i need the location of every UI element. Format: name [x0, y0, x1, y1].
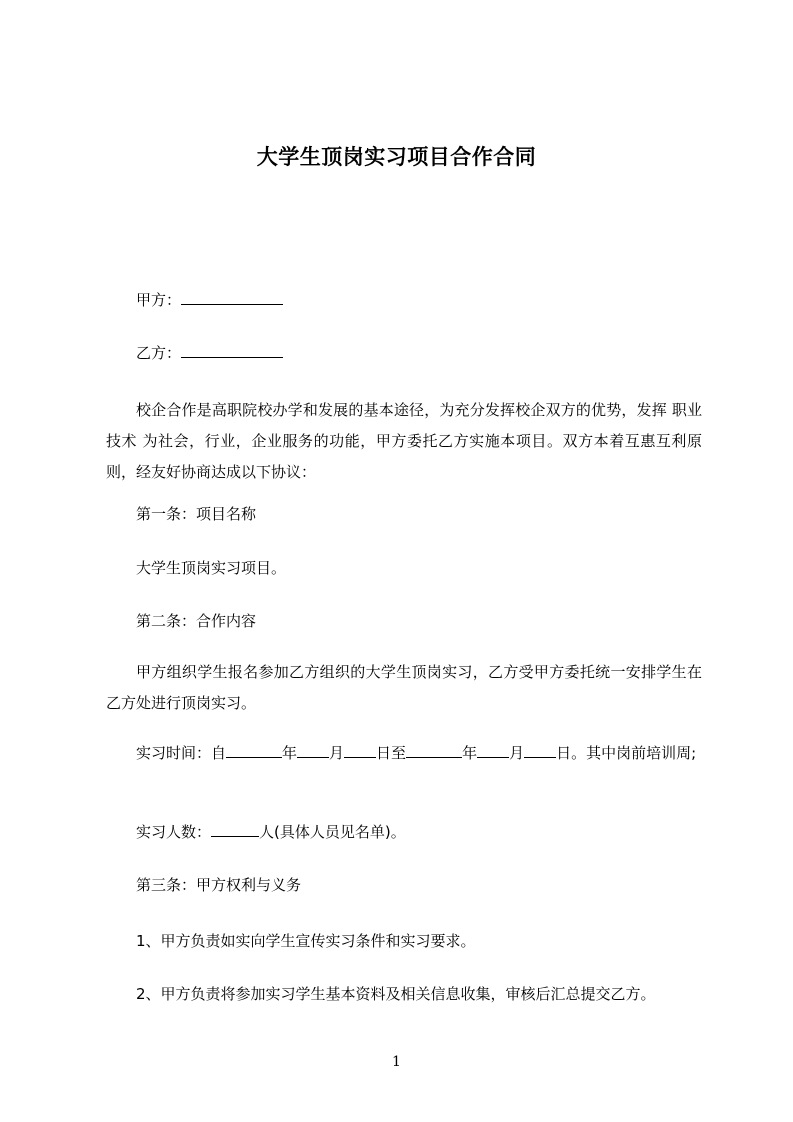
headcount-blank: [211, 822, 259, 837]
headcount-suffix: 人(具体人员见名单)。: [259, 823, 406, 841]
party-a-line: [136, 289, 283, 311]
headcount-line: [136, 821, 406, 843]
period-start-year-blank: [226, 743, 282, 758]
party-a-blank: [181, 290, 283, 305]
period-month2-label: 月: [509, 744, 525, 762]
article1-heading: 第一条：项目名称: [136, 505, 257, 523]
party-b-blank: [181, 343, 283, 358]
period-start-month-blank: [297, 743, 329, 758]
article3-heading: 第三条：甲方权利与义务: [136, 876, 302, 894]
period-end-day-blank: [524, 743, 556, 758]
page-title: 大学生顶岗实习项目合作合同: [256, 145, 537, 169]
period-weeks-label: 周;: [676, 744, 697, 762]
article3-item-2: 2、甲方负责将参加实习学生基本资料及相关信息收集，审核后汇总提交乙方。: [136, 985, 656, 1003]
headcount-label: 实习人数：: [136, 823, 212, 841]
article1-body: 大学生顶岗实习项目。: [136, 559, 287, 577]
period-year-label: 年: [282, 744, 298, 762]
page-number: 1: [392, 1054, 401, 1070]
party-b-line: [136, 342, 283, 364]
period-end-month-blank: [477, 743, 509, 758]
period-end-year-blank: [406, 743, 462, 758]
period-year2-label: 年: [462, 744, 478, 762]
article3-item-1: 1、甲方负责如实向学生宣传实习条件和实习要求。: [136, 932, 476, 950]
period-month-label: 月: [329, 744, 345, 762]
period-day2-label: 日。其中岗前培训: [556, 744, 677, 762]
period-start-day-blank: [344, 743, 376, 758]
article2-heading: 第二条：合作内容: [136, 612, 257, 630]
party-b-label: 乙方：: [136, 344, 182, 362]
article2-body: 甲方组织学生报名参加乙方组织的大学生顶岗实习，乙方受甲方委托统一安排学生在乙方处进行顶岗实习。: [106, 663, 702, 712]
intro-paragraph: 校企合作是高职院校办学和发展的基本途径，为充分发挥校企双方的优势，发挥 职业技术 为社会，行业，企业服务的功能，甲方委托乙方实施本项目。双方本着互惠互利原则，经友好协商达成以下协议：: [106, 401, 702, 481]
party-a-label: 甲方：: [136, 291, 182, 309]
period-day-to-label: 日至: [376, 744, 407, 762]
period-label: 实习时间：自: [136, 744, 227, 762]
period-paragraph: [106, 738, 702, 769]
